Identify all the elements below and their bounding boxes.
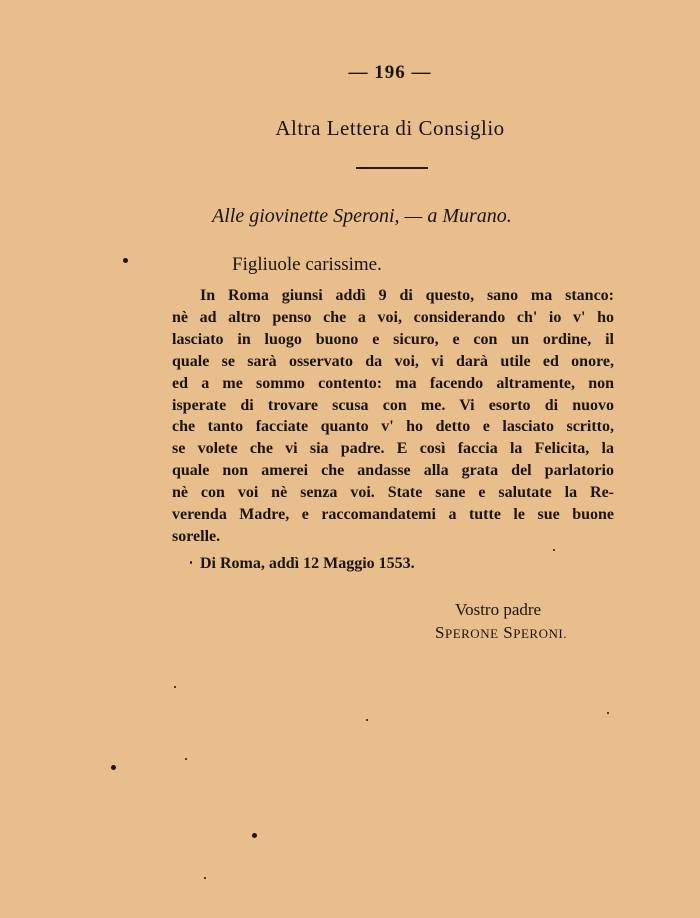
body-line: nè con voi nè senza voi. State sane e salutate la Re-	[172, 484, 614, 502]
letter-title: Altra Lettera di Consiglio	[275, 116, 505, 140]
print-speck	[123, 258, 128, 263]
body-line: sorelle.	[172, 527, 221, 545]
body-line: quale non amerei che andasse alla grata del parlatorio	[172, 462, 614, 480]
body-line: quale se sarà osservato da voi, vi darà utile ed onore,	[172, 352, 614, 370]
print-speck	[174, 686, 176, 688]
letter-date: Di Roma, addì 12 Maggio 1553.	[200, 555, 415, 572]
title-divider	[356, 167, 428, 169]
body-line: In Roma giunsi addì 9 di questo, sano ma stanco:	[200, 287, 614, 304]
print-speck	[252, 833, 257, 838]
signature-first-rest: PERONE	[444, 626, 499, 641]
page-number: — 196 —	[348, 62, 432, 83]
print-speck	[607, 712, 609, 714]
letter-body	[172, 285, 614, 548]
print-speck	[204, 877, 206, 879]
letter-salutation: Figliuole carissime.	[232, 254, 382, 275]
print-speck	[190, 561, 192, 564]
body-line: che tanto facciate quanto v' ho detto e lasciato scritto,	[172, 418, 614, 436]
signature-first-name	[435, 623, 499, 642]
signature-last-rest: PERONI.	[513, 626, 567, 641]
body-line: nè ad altro penso che a voi, considerando ch' io v' ho	[172, 308, 614, 326]
print-speck	[553, 549, 555, 551]
body-line: isperate di trovare scusa con me. Vi esorto di nuovo	[172, 396, 614, 414]
print-speck	[366, 719, 368, 721]
body-line: se volete che vi sia padre. E così faccia la Felicita, la	[172, 440, 614, 458]
letter-closing: Vostro padre	[455, 600, 542, 619]
body-line: verenda Madre, e raccomandatemi a tutte le sue buone	[172, 506, 614, 524]
signature-first-initial: S	[435, 623, 445, 642]
letter-dedication: Alle giovinette Speroni, — a Murano.	[212, 205, 512, 227]
body-line: lasciato in luogo buono e sicuro, e con un ordine, il	[172, 330, 614, 348]
letter-signature	[435, 623, 567, 643]
print-speck	[185, 758, 187, 760]
body-line: ed a me sommo contento: ma facendo altramente, non	[172, 374, 614, 392]
signature-last-initial: S	[503, 623, 514, 642]
signature-last-name	[503, 623, 567, 642]
print-speck	[111, 765, 116, 770]
